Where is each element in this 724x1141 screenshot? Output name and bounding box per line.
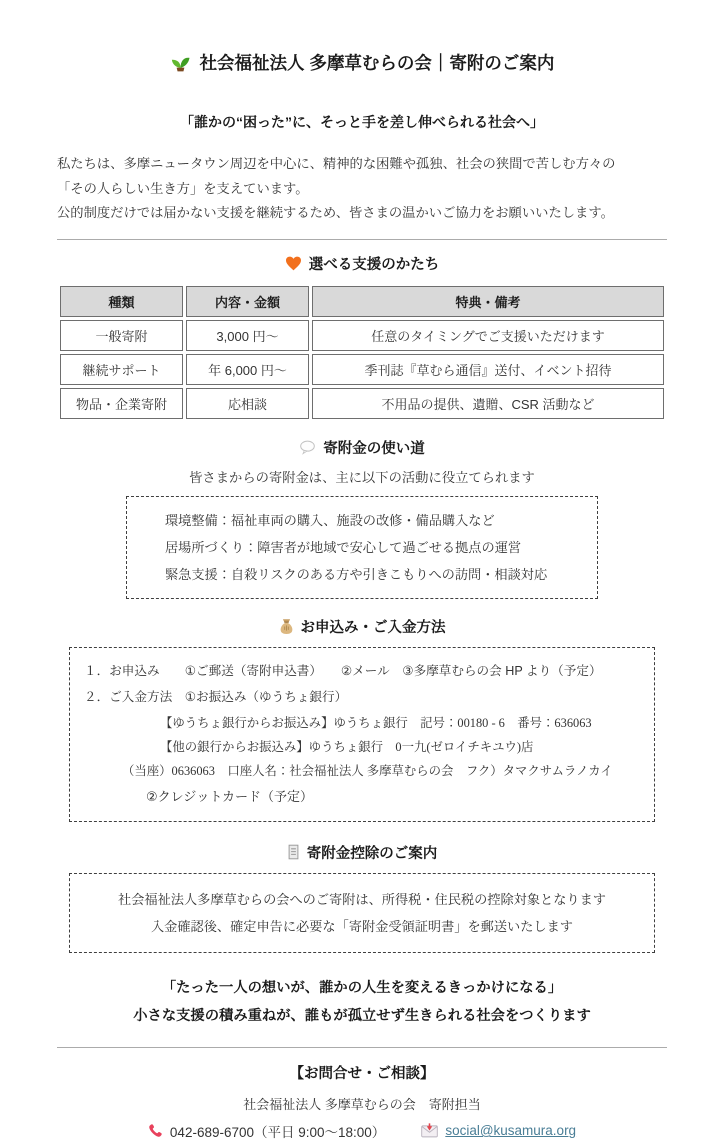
column-header-type: 種類 xyxy=(60,286,183,317)
bank-transfer-detail: 【ゆうちょ銀行からお振込み】ゆうちょ銀行 記号：00180 - 6 番号：636063 xyxy=(160,715,592,730)
cell-amount: 応相談 xyxy=(186,388,309,419)
contact-phone: 042-689-6700（平日 9:00～18:00） xyxy=(169,1124,386,1140)
contact-row xyxy=(0,1121,724,1141)
bank-transfer-detail: 【他の銀行からお振込み】ゆうちょ銀行 0一九(ゼロイチキユウ)店 xyxy=(160,740,534,755)
envelope-icon xyxy=(421,1123,438,1138)
section-heading-text: 寄附金控除のご案内 xyxy=(306,845,438,862)
deduction-line: 入金確認後、確定申告に必要な「寄附金受領証明書」を郵送いたします xyxy=(151,918,573,934)
section-divider xyxy=(57,239,667,240)
cell-amount: 3,000 円～ xyxy=(186,320,309,351)
closing-line: 小さな支援の積み重ねが、誰もが孤立せず生きられる社会をつくります xyxy=(133,1007,591,1024)
application-step: １．お申込み ①ご郵送（寄附申込書） ②メール ③多摩草むらの会 HP より（予定） xyxy=(84,663,602,678)
cell-note: 任意のタイミングでご支援いただけます xyxy=(312,320,664,351)
column-header-note: 特典・備考 xyxy=(312,286,664,317)
cell-amount: 年 6,000 円～ xyxy=(186,354,309,385)
table-header-row xyxy=(60,286,664,317)
footer-divider xyxy=(57,1047,667,1048)
section-header-support xyxy=(0,253,724,274)
section-heading-text: 選べる支援のかたち xyxy=(308,256,440,273)
speech-bubble-icon xyxy=(299,440,316,455)
orange-heart-icon xyxy=(285,256,302,271)
cell-note: 季刊誌『草むら通信』送付、イベント招待 xyxy=(312,354,664,385)
cell-type: 物品・企業寄附 xyxy=(60,388,183,419)
tagline: 「誰かの“困った”に、そっと手を差し伸べられる社会へ」 xyxy=(180,114,544,130)
support-options-table xyxy=(57,283,667,422)
intro-paragraph xyxy=(57,152,667,226)
application-step: ２．ご入金方法 ①お振込み（ゆうちょ銀行） xyxy=(84,690,348,705)
application-box xyxy=(69,647,655,822)
cell-note: 不用品の提供、遺贈、CSR 活動など xyxy=(312,388,664,419)
column-header-amount: 内容・金額 xyxy=(186,286,309,317)
table-row xyxy=(60,354,664,385)
credit-card-option: ②クレジットカード（予定） xyxy=(146,789,313,805)
closing-message xyxy=(0,975,724,1031)
document-icon xyxy=(287,844,300,860)
usage-item: 居場所づくり：障害者が地域で安心して過ごせる拠点の運営 xyxy=(165,539,522,555)
table-row xyxy=(60,388,664,419)
section-header-application xyxy=(0,616,724,637)
intro-line: 公的制度だけでは届かない支援を継続するため、皆さまの温かいご協力をお願いいたします。 xyxy=(57,205,614,221)
intro-line: 私たちは、多摩ニュータウン周辺を中心に、精神的な困難や孤独、社会の狭間で苦しむ方々の xyxy=(57,156,616,171)
cell-type: 一般寄附 xyxy=(60,320,183,351)
contact-organization: 社会福祉法人 多摩草むらの会 寄附担当 xyxy=(243,1096,481,1112)
contact-email-link[interactable]: social@kusamura.org xyxy=(445,1123,577,1139)
deduction-line: 社会福祉法人多摩草むらの会へのご寄附は、所得税・住民税の控除対象となります xyxy=(118,891,606,907)
deduction-box xyxy=(69,873,655,953)
cell-type: 継続サポート xyxy=(60,354,183,385)
page-title-text: 社会福祉法人 多摩草むらの会｜寄附のご案内 xyxy=(199,53,555,73)
seedling-icon xyxy=(170,52,191,73)
money-bag-icon xyxy=(279,618,294,635)
section-heading-text: お申込み・ご入金方法 xyxy=(300,619,446,636)
table-row xyxy=(60,320,664,351)
section-heading-text: 寄附金の使い道 xyxy=(323,440,425,457)
usage-item: 緊急支援：自殺リスクのある方や引きこもりへの訪問・相談対応 xyxy=(165,566,548,582)
usage-box xyxy=(126,496,598,599)
usage-item: 環境整備：福祉車両の購入、施設の改修・備品購入など xyxy=(165,512,495,528)
bank-account-detail: （当座）0636063 口座人名：社会福祉法人 多摩草むらの会 フク）タマクサムラノカイ xyxy=(122,764,613,779)
section-header-deduction xyxy=(0,842,724,863)
usage-lead-text: 皆さまからの寄附金は、主に以下の活動に役立てられます xyxy=(189,469,535,485)
closing-line: 「たった一人の想いが、誰かの人生を変えるきっかけになる」 xyxy=(161,979,563,996)
phone-icon xyxy=(148,1123,163,1138)
intro-line: 「その人らしい生き方」を支えています。 xyxy=(57,180,309,196)
contact-heading: 【お問合せ・ご相談】 xyxy=(289,1065,435,1082)
page-title xyxy=(0,50,724,75)
section-header-usage xyxy=(0,437,724,458)
